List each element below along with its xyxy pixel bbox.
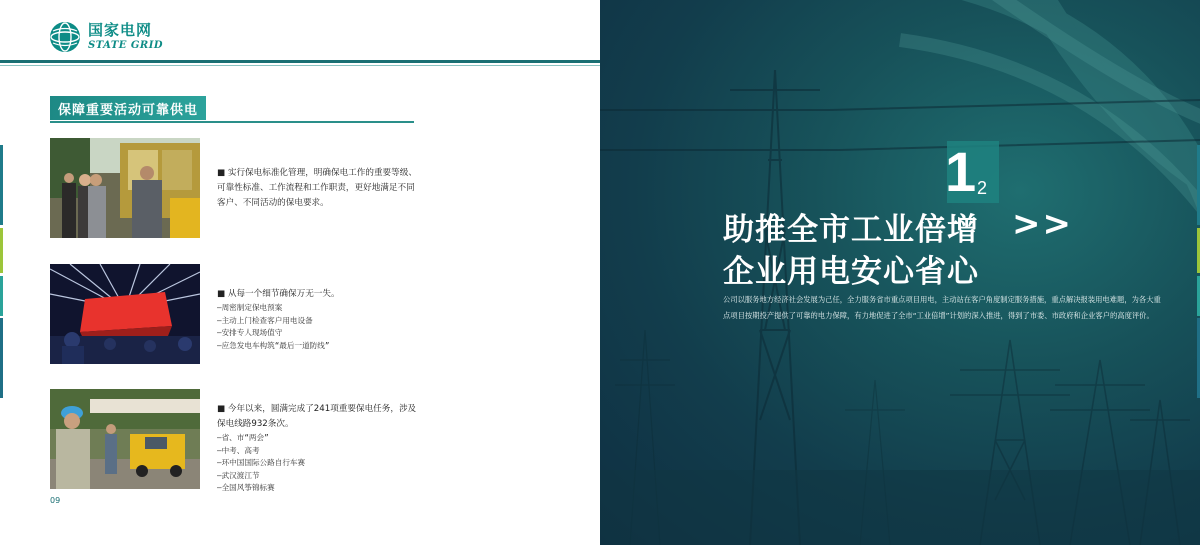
item-text-3 <box>217 402 417 495</box>
header-divider <box>0 60 600 63</box>
summary-paragraph: 公司以服务地方经济社会发展为己任，全力服务省市重点项目用电，主动站在客户角度制定服务措施，重点解决报装用电难题，为各大重点项目按期投产提供了可靠的电力保障，有力地促进了全市“工业倍增”计划的深入推进，得到了市委、市政府和企业客户的高度评价。 <box>723 295 1161 321</box>
item-sub-line: —周密制定保电预案 <box>217 303 283 312</box>
item-sub-line: —全国风筝锦标赛 <box>217 483 275 492</box>
item-sub-line: —武汉渡江节 <box>217 470 260 480</box>
item-sub-line: —安排专人现场值守 <box>217 328 283 337</box>
logo-chinese-name: 国家电网 <box>88 21 153 39</box>
edge-accent-bar <box>0 145 3 225</box>
headline-line-1: 助推全市工业倍增 <box>723 212 979 248</box>
state-grid-globe-icon <box>50 22 80 52</box>
item-lead-2: ■ 从每一个细节确保万无一失。 <box>217 289 340 299</box>
section-underline <box>50 121 414 123</box>
photo-power-inspection <box>50 138 200 238</box>
right-page <box>600 0 1200 545</box>
item-text-2 <box>217 287 417 352</box>
item-sub-line: —主动上门检查客户用电设备 <box>217 315 313 325</box>
edge-accent-bar <box>0 228 3 273</box>
section-title: 保障重要活动可靠供电 <box>58 102 199 118</box>
chapter-number-sub: 2 <box>977 178 988 198</box>
section-title-tag <box>50 96 206 120</box>
item-sub-line: —省、市“两会” <box>217 433 269 442</box>
item-sub-line: —中考、高考 <box>217 445 260 455</box>
state-grid-logo <box>50 22 163 52</box>
item-sub-line: —环中国国际公路自行车赛 <box>217 458 306 467</box>
edge-accent-bar <box>0 318 3 398</box>
chapter-number-main: 1 <box>945 140 977 203</box>
page-number: 09 <box>50 496 61 505</box>
headline-line-2: 企业用电安心省心 <box>723 254 979 290</box>
item-text-1 <box>217 166 417 211</box>
header-divider-thin <box>0 65 600 66</box>
photo-field-worker <box>50 389 200 489</box>
item-lead-1: ■ 实行保电标准化管理，明确保电工作的重要等级、可靠性标准、工作流程和工作职责，更好地满足不同客户、不同活动的保电要求。 <box>217 168 417 208</box>
item-sub-line: —应急发电车构筑“最后一道防线” <box>217 340 330 350</box>
edge-accent-bar <box>0 276 3 316</box>
headline-arrows: >> <box>1012 204 1073 244</box>
logo-english-name: STATE GRID <box>88 40 164 51</box>
item-lead-3: ■ 今年以来，圆满完成了241项重要保电任务，涉及保电线路932条次。 <box>217 404 417 429</box>
photo-event-stage <box>50 264 200 364</box>
